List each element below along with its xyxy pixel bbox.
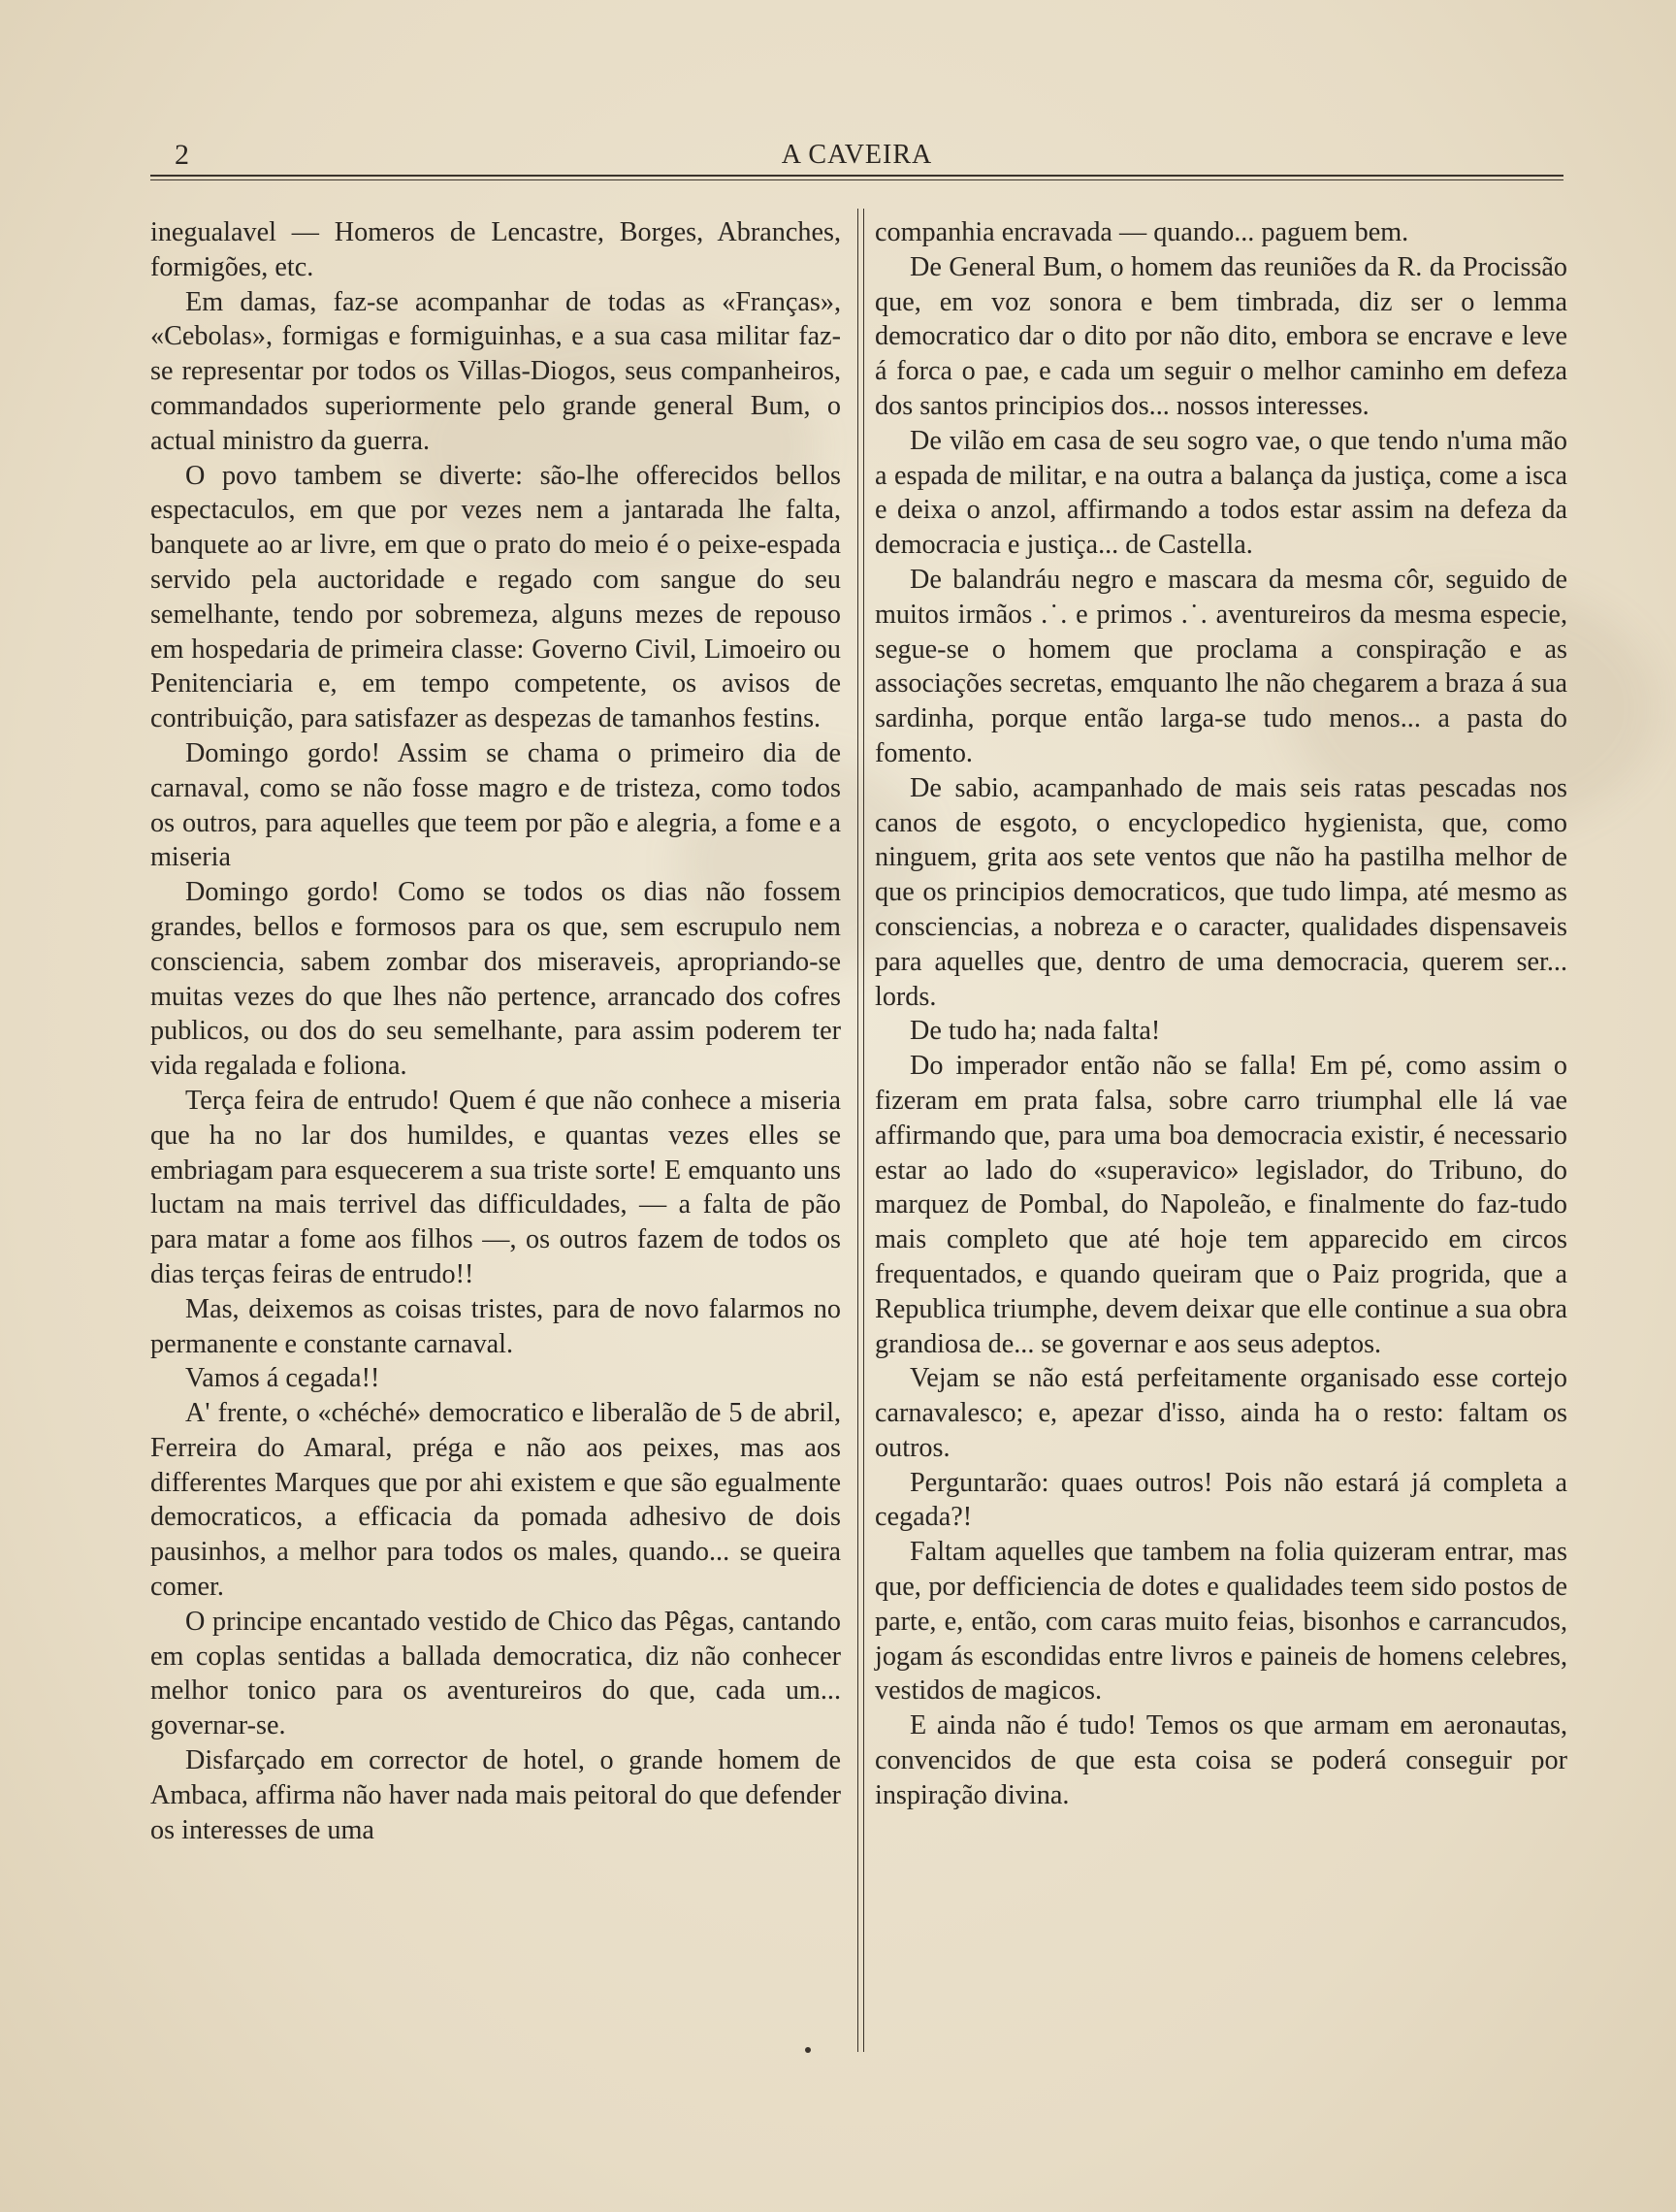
paragraph: De balandráu negro e mascara da mesma côr, seguido de muitos irmãos .˙. e primos .˙. aventureiros da mesma especie, segue-se o homem que proclama a conspiração e as associações secretas, emquanto lhe não chegarem a braza á sua sardinha, porque então larga-se tudo menos... a pasta do fomento. — [875, 564, 1567, 768]
paragraph: De sabio, acampanhado de mais seis ratas pescadas nos canos de esgoto, o encyclopedico hygienista, que, como ninguem, grita aos sete ventos que não ha pastilha melhor de que os principios democraticos, que tudo limpa, até mesmo as consciencias, a nobreza e o caracter, qualidades dispensaveis para aquelles que, dentro de uma democracia, querem ser... lords. — [875, 772, 1567, 1012]
paragraph: Terça feira de entrudo! Quem é que não conhece a miseria que ha no lar dos humildes, e quantas vezes elles se embriagam para esquecerem a sua triste sorte! E emquanto uns luctam na mais terrivel das difficuldades, — a falta de pão para matar a fome aos filhos —, os outros fazem de todos os dias terças feiras de entrudo!! — [150, 1085, 841, 1289]
paragraph: E ainda não é tudo! Temos os que armam em aeronautas, convencidos de que esta coisa se poderá conseguir por inspiração divina. — [875, 1710, 1567, 1810]
paragraph: Do imperador então não se falla! Em pé, como assim o fizeram em prata falsa, sobre carro triumphal elle lá vae affirmando que, para uma boa democracia existir, é necessario estar ao lado do «superavico» legislador, do Tribuno, do marquez de Pombal, do Napoleão, e finalmente do faz-tudo mais completo que até hoje tem apparecido em circos frequentados, e quando queiram que o Paiz progrida, que a Republica triumphe, devem deixar que elle continue a sua obra grandiosa de... se governar e aos seus adeptos. — [875, 1051, 1567, 1359]
column-divider — [857, 209, 858, 2052]
paragraph: O principe encantado vestido de Chico das Pêgas, cantando em coplas sentidas a ballada democratica, diz não conhecer melhor tonico para os aventureiros do que, cada um... governar-se. — [150, 1606, 841, 1741]
paragraph: Domingo gordo! Como se todos os dias não fossem grandes, bellos e formosos para os que, sem escrupulo nem consciencia, sabem zombar dos miseraveis, apropriando-se muitas vezes do que lhes não pertence, arrancado dos cofres publicos, ou dos do seu semelhante, para assim poderem ter vida regalada e foliona. — [150, 877, 841, 1082]
column-divider — [863, 209, 864, 2052]
journal-title: A CAVEIRA — [781, 140, 933, 170]
paragraph: De tudo ha; nada falta! — [910, 1016, 1161, 1047]
paragraph: A' frente, o «chéché» democratico e liberalão de 5 de abril, Ferreira do Amaral, préga e não aos peixes, mas aos differentes Marques que por ahi existem e que são egualmente democraticos, a efficacia da pomada adhesivo de dois pausinhos, a melhor para todos os males, quando... se queira comer. — [150, 1398, 841, 1603]
header-rule-thin — [150, 179, 1563, 180]
paragraph: companhia encravada — quando... paguem bem. — [875, 217, 1409, 247]
ink-dot — [805, 2047, 811, 2053]
header-rule — [150, 175, 1563, 177]
paragraph: O povo tambem se diverte: são-lhe offerecidos bellos espectaculos, em que por vezes nem a jantarada lhe falta, banquete ao ar livre, em que o prato do meio é o peixe-espada servido pela auctoridade e regado com sangue do seu semelhante, tendo por sobremeza, alguns mezes de repouso em hospedaria de primeira classe: Governo Civil, Limoeiro ou Penitenciaria e, em tempo competente, os avisos de contribuição, para satisfazer as despezas de tamanhos festins. — [150, 460, 841, 734]
paragraph: inegualavel — Homeros de Lencastre, Borges, Abranches, formigões, etc. — [150, 217, 841, 282]
page-header — [150, 136, 1563, 175]
article-column-right — [875, 215, 1567, 1813]
paragraph: De General Bum, o homem das reuniões da R. da Procissão que, em voz sonora e bem timbrada, diz ser o lemma democratico dar o dito por não dito, embora se encrave e leve á forca o pae, e cada um seguir o melhor caminho em defeza dos santos principios dos... nossos interesses. — [875, 251, 1567, 421]
paragraph: Vejam se não está perfeitamente organisado esse cortejo carnavalesco; e, apezar d'isso, ainda ha o resto: faltam os outros. — [875, 1363, 1567, 1463]
paragraph: Faltam aquelles que tambem na folia quizeram entrar, mas que, por defficiencia de dotes e qualidades teem sido postos de parte, e, então, com caras muito feias, bisonhos e carrancudos, jogam ás escondidas entre livros e paineis de homens celebres, vestidos de magicos. — [875, 1537, 1567, 1707]
paragraph: Mas, deixemos as coisas tristes, para de novo falarmos no permanente e constante carnaval. — [150, 1293, 841, 1359]
page-number: 2 — [175, 139, 189, 171]
paragraph: Disfarçado em corrector de hotel, o grande homem de Ambaca, affirma não haver nada mais peitoral do que defender os interesses de uma — [150, 1745, 841, 1845]
paragraph: Domingo gordo! Assim se chama o primeiro dia de carnaval, como se não fosse magro e de tristeza, como todos os outros, para aquelles que teem por pão e alegria, a fome e a miseria — [150, 737, 841, 873]
paragraph: Perguntarão: quaes outros! Pois não estará já completa a cegada?! — [875, 1467, 1567, 1533]
paragraph: Vamos á cegada!! — [185, 1363, 380, 1394]
paragraph: De vilão em casa de seu sogro vae, o que tendo n'uma mão a espada de militar, e na outra a balança da justiça, come a isca e deixa o anzol, affirmando a todos estar assim na defeza da democracia e justiça... de Castella. — [875, 425, 1567, 561]
paragraph: Em damas, faz-se acompanhar de todas as «Franças», «Cebolas», formigas e formiguinhas, e a sua casa militar faz-se representar por todos os Villas-Diogos, seus companheiros, commandados superiormente pelo grande general Bum, o actual ministro da guerra. — [150, 286, 841, 456]
article-column-left — [150, 215, 841, 1847]
